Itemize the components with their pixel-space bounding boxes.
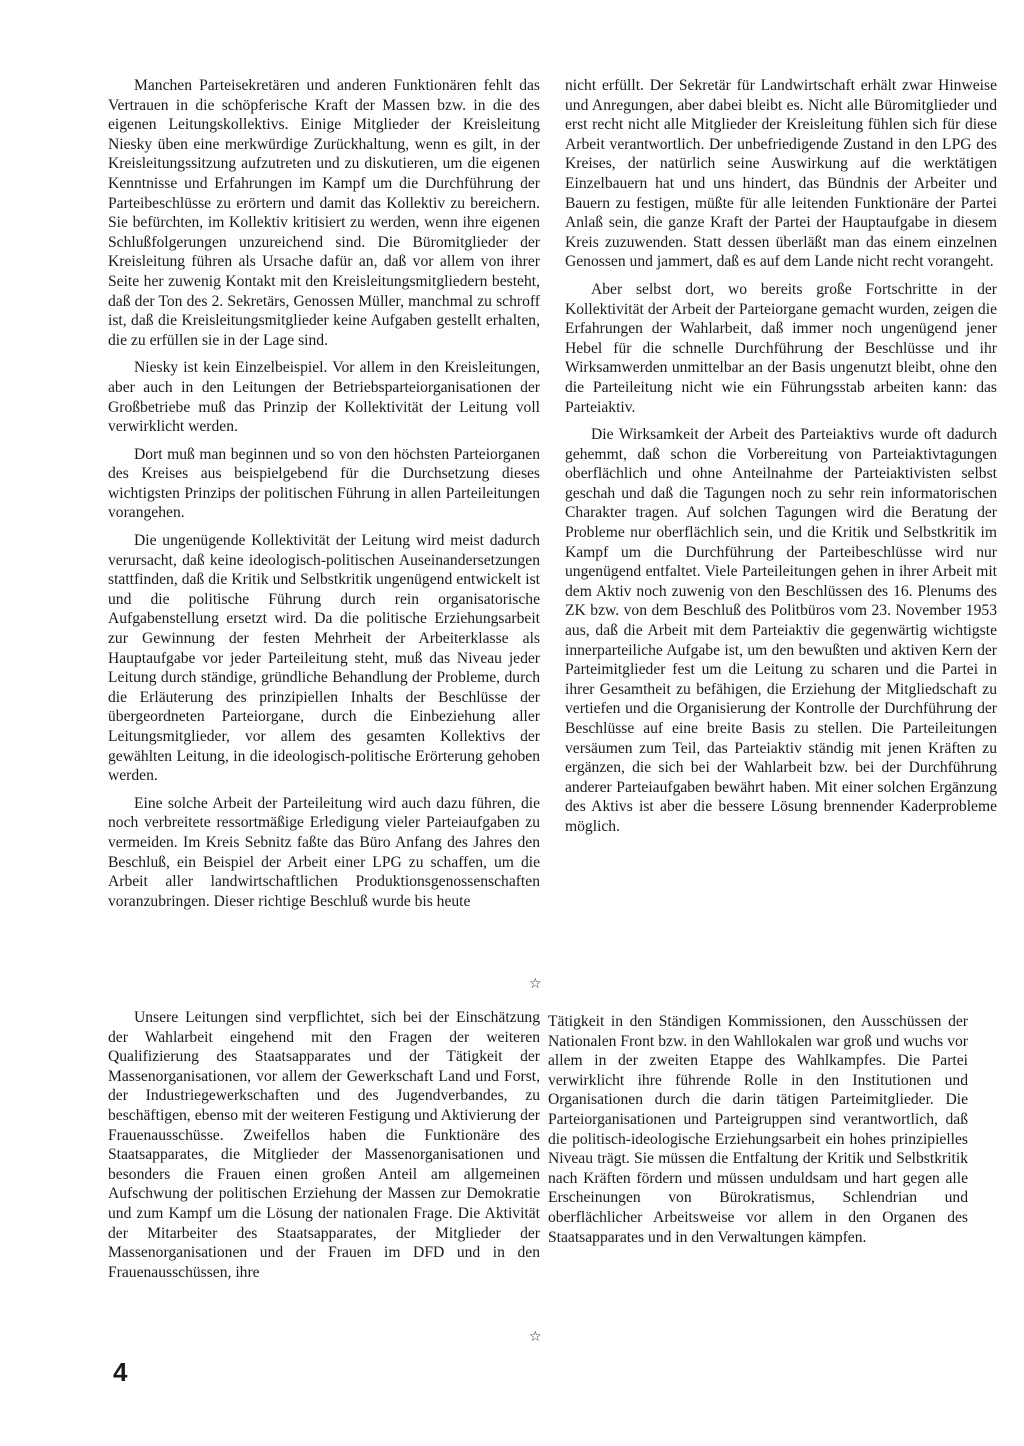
section-divider-star-icon: ☆ — [529, 976, 542, 992]
paragraph: Tätigkeit in den Ständigen Kommissionen, den Ausschüssen der Nationalen Front bzw. in den Wahllokalen war groß und wuchs vor allem in der zweiten Etappe des Wahlkampfes. Die Partei verwirklicht ihre führende Rolle in den Institutionen und Organisationen durch die darin tätigen Parteimitglieder. Die Parteiorganisationen und Parteigruppen sind verantwortlich, daß die politisch-ideologische Erziehungsarbeit ein hohes prinzipielles Niveau trägt. Sie müssen die Entfaltung der Kritik und Selbstkritik nach Kräften fördern und müssen unduldsam und hart gegen alle Erscheinungen von Bürokratismus, Schlendrian und oberflächlicher Arbeitsweise vor allem in den Organen des Staatsapparates und in den Verwaltungen kämpfen. — [548, 1013, 968, 1246]
paragraph: Aber selbst dort, wo bereits große Fortschritte in der Kollektivität der Arbeit der Parteiorgane gemacht wurden, zeigen die Erfahrungen der Wahlarbeit, daß immer noch ungenügend jener Hebel für die schnelle Durchführung der Beschlüsse und ihr Wirksamwerden unmittelbar an der Basis ungenutzt bleibt, ohne den die Parteileitung nicht wie ein Führungsstab arbeiten kann: das Parteiaktiv. — [565, 280, 997, 416]
section2-left-column — [108, 1008, 540, 1290]
paragraph: Unsere Leitungen sind verpflichtet, sich bei der Einschätzung der Wahlarbeit eingehend mit den Fragen der weiteren Qualifizierung des Staatsapparates und der Tätigkeit der Massenorganisationen, vor allem der Gewerkschaft Land und Forst, der Industriegewerkschaften und des Jugendverbandes, zu beschäftigen, ebenso mit der weiteren Festigung und Aktivierung der Frauenausschüsse. Zweifellos haben die Funktionäre des Staatsapparates, die Mitglieder der Massenorganisationen und besonders die Frauen einen großen Anteil am allgemeinen Aufschwung der politischen Erziehung der Massen zur Demokratie und zum Kampf um die Lösung der nationalen Frage. Die Aktivität der Mitarbeiter des Staatsapparates, der Mitglieder der Massenorganisationen und der Frauen im DFD und in den Frauenausschüssen, ihre — [108, 1009, 540, 1281]
paragraph: Dort muß man beginnen und so von den höchsten Parteiorganen des Kreises aus beispielgebend für die Durchsetzung dieses wichtigsten Prinzips der politischen Führung in allen Parteileitungen vorangehen. — [108, 445, 540, 522]
section1-right-column — [565, 76, 997, 845]
section-divider-star-icon: ☆ — [529, 1329, 542, 1345]
paragraph: Die Wirksamkeit der Arbeit des Parteiaktivs wurde oft dadurch gehemmt, daß schon die Vorbereitung von Parteiaktivtagungen oberflächlich und ohne Anteilnahme der Parteiaktivisten selbst geschah und daß die Tagungen noch zu sehr rein informatorischen Charakter tragen. Auf solchen Tagungen wird die Beratung der Probleme nur oberflächlich sein, und die Kritik und Selbstkritik im Kampf um die Durchführung der Parteibeschlüsse wird nur ungenügend entfaltet. Viele Parteileitungen gehen in ihrer Arbeit mit dem Aktiv noch zuwenig von den Beschlüssen des 16. Plenums des ZK bzw. von dem Beschluß des Politbüros vom 23. November 1953 aus, daß die Arbeit mit dem Parteiaktiv die gegenwärtig wichtigste innerparteiliche Aufgabe ist, um den bewußten und aktiven Kern der Parteimitglieder fest um die Leitung zu scharen und die Partei in ihrer Gesamtheit zu befähigen, die Erziehung der Mitgliedschaft zu vertiefen und die Organisierung der Kontrolle der Durchführung der Beschlüsse auf eine breite Basis zu stellen. Die Parteileitungen versäumen zum Teil, das Parteiaktiv ständig mit jenen Kräften zu ergänzen, die sich bei der Wahlarbeit bzw. bei der Durchführung anderer Parteiaufgaben bewährt haben. Mit einer solchen Ergänzung des Aktivs ist aber die bessere Lösung brennender Kaderprobleme möglich. — [565, 426, 997, 835]
paragraph: nicht erfüllt. Der Sekretär für Landwirtschaft erhält zwar Hinweise und Anregungen, aber dabei bleibt es. Nicht alle Büromitglieder und erst recht nicht alle Mitglieder der Kreisleitung fühlen sich für diese Arbeit verantwortlich. Der unbefriedigende Zustand in den LPG des Kreises, der natürlich seine Auswirkung auf die werktätigen Einzelbauern hat und uns hindert, das Bündnis der Arbeiter und Bauern zu festigen, müßte für alle leitenden Funktionäre der Partei Anlaß sein, die ganze Kraft der Partei der Hauptaufgabe in diesem Kreis zuzuwenden. Statt dessen überläßt man das einem einzelnen Genossen und jammert, daß es auf dem Lande nicht recht vorangeht. — [565, 77, 997, 271]
paragraph: Niesky ist kein Einzelbeispiel. Vor allem in den Kreisleitungen, aber auch in den Leitungen der Betriebsparteiorganisationen der Großbetriebe muß das Prinzip der Kollektivität der Leitung voll verwirklicht werden. — [108, 359, 540, 436]
section1-left-column — [108, 76, 540, 919]
paragraph: Manchen Parteisekretären und anderen Funktionären fehlt das Vertrauen in die schöpferische Kraft der Massen bzw. in die des eigenen Leitungskollektivs. Einige Mitglieder der Kreisleitung Niesky üben eine merkwürdige Zurückhaltung, wenn es gilt, in der Kreisleitungssitzung aufzutreten und zu diskutieren, um die eigenen Kenntnisse und Erfahrungen im Kampf um die Durchführung der Parteibeschlüsse zu erörtern und damit das Kollektiv zu bereichern. Sie befürchten, im Kollektiv kritisiert zu werden, wenn ihre eigenen Schlußfolgerungen unzureichend sind. Die Büromitglieder der Kreisleitung führen als Ursache dafür an, daß vor allem von ihrer Seite her zuwenig Kontakt mit den Kreisleitungsmitgliedern besteht, daß der Ton des 2. Sekretärs, Genossen Müller, manchmal zu schroff ist, daß die Kreisleitungsmitglieder keine Aufgaben gestellt erhalten, die zu erfüllen sie in der Lage sind. — [108, 77, 540, 349]
section2-right-column — [548, 1012, 968, 1255]
paragraph: Eine solche Arbeit der Parteileitung wird auch dazu führen, die noch verbreitete ressortmäßige Erledigung vieler Parteiaufgaben zu vermeiden. Im Kreis Sebnitz faßte das Büro Anfang des Jahres den Beschluß, ein Beispiel der Arbeit einer LPG zu schaffen, um die Arbeit aller landwirtschaftlichen Produktionsgenossenschaften voranzubringen. Dieser richtige Beschluß wurde bis heute — [108, 794, 540, 910]
paragraph: Die ungenügende Kollektivität der Leitung wird meist dadurch verursacht, daß keine ideologisch-politischen Auseinandersetzungen stattfinden, daß die Kritik und Selbstkritik ungenügend entwickelt ist und die politische Führung durch rein organisatorische Aufgabenstellung ersetzt wird. Da die politische Erziehungsarbeit zur Gewinnung der festen Mehrheit der Arbeiterklasse als Hauptaufgabe vor jeder Parteileitung steht, muß das Niveau jeder Leitung durch ständige, gründliche Behandlung der Probleme, durch die Erläuterung des prinzipiellen Inhalts der Beschlüsse der übergeordneten Parteiorgane, durch die Einbeziehung aller Leitungsmitglieder, vor allem des gesamten Kollektivs der gewählten Leitung, in die ideologisch-politische Erörterung gehoben werden. — [108, 532, 540, 785]
page-number: 4 — [113, 1357, 128, 1387]
